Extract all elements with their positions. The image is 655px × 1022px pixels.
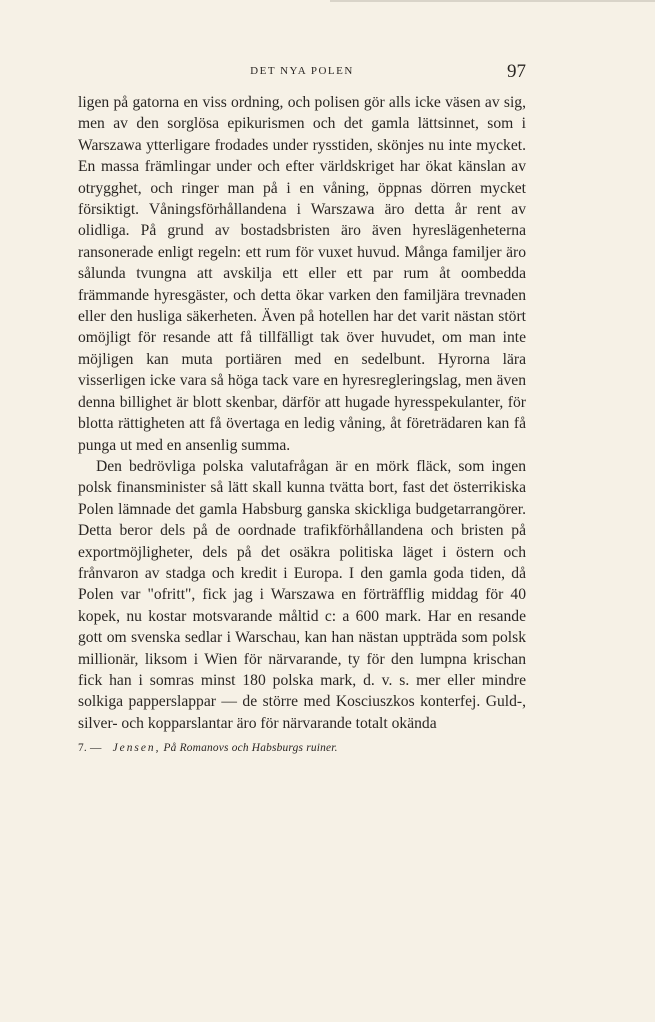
running-header xyxy=(78,62,526,86)
paragraph-1: ligen på gatorna en viss ordning, och polisen gör alls icke väsen av sig, men av den sorglösa epikurismen och det gamla lättsinnet, som i Warszawa ytterligare frodades under rysstiden, skönjes nu inte mycket. En massa främlingar under och efter världskriget har ökat känslan av otrygghet, och ringer man på i en våning, öppnas dörren mycket försiktigt. Våningsförhållandena i Warszawa äro detta år rent av olidliga. På grund av bostadsbristen äro även hyreslägenheterna ransonerade enligt regeln: ett rum för vuxet huvud. Många familjer äro sålunda tvungna att avskilja ett eller ett par rum åt oombedda främmande hyresgäster, och detta ökar varken den familjära trevnaden eller den husliga säkerheten. Även på hotellen har det varit nästan stört omöjligt för resande att få tillfälligt tak över huvudet, om man inte möjligen kan muta portiären med en sedelbunt. Hyrorna lära visserligen icke vara så höga tack vare en hyresregleringslag, men även denna billighet är blott skenbar, därför att hugade hyresspekulanter, för blotta rättigheten att få övertaga en ledig våning, åt företrädaren kan få punga ut med en ansenlig summa. xyxy=(78,94,526,454)
signature-line xyxy=(78,742,526,754)
body-text xyxy=(78,92,526,734)
top-edge-rule xyxy=(330,0,655,2)
paragraph-2: Den bedrövliga polska valutafrågan är en mörk fläck, som ingen polsk finansminister så lätt skall kunna tvätta bort, fast det österrikiska Polen lämnade det gamla Habsburg ganska skickliga budgetarrangörer. Detta beror dels på de oordnade trafikförhållandena och bristen på exportmöjligheter, dels på det osäkra politiska läget i östern och frånvaron av stadga och kredit i Europa. I den gamla goda tiden, då Polen var "ofritt", fick jag i Warszawa en förträfflig middag för 40 kopek, nu kostar motsvarande måltid c: a 600 mark. Har en resande gott om svenska sedlar i Warschau, kan han nästan uppträda som polsk millionär, liksom i Wien för närvarande, ty för den lumpna krischan fick han i somras minst 180 polska mark, d. v. s. mer eller mindre solkiga papperslappar — de större med Kosciuszkos konterfej. Guld-, silver- och kopparslantar äro för närvarande totalt okända xyxy=(78,457,526,732)
book-page xyxy=(78,62,526,754)
sheet-signature: 7. — xyxy=(78,742,102,755)
running-title: DET NYA POLEN xyxy=(250,65,354,77)
page-number: 97 xyxy=(507,61,526,82)
footer-author: Jensen, xyxy=(112,742,161,755)
footer-book-title: På Romanovs och Habsburgs ruiner. xyxy=(163,742,338,755)
